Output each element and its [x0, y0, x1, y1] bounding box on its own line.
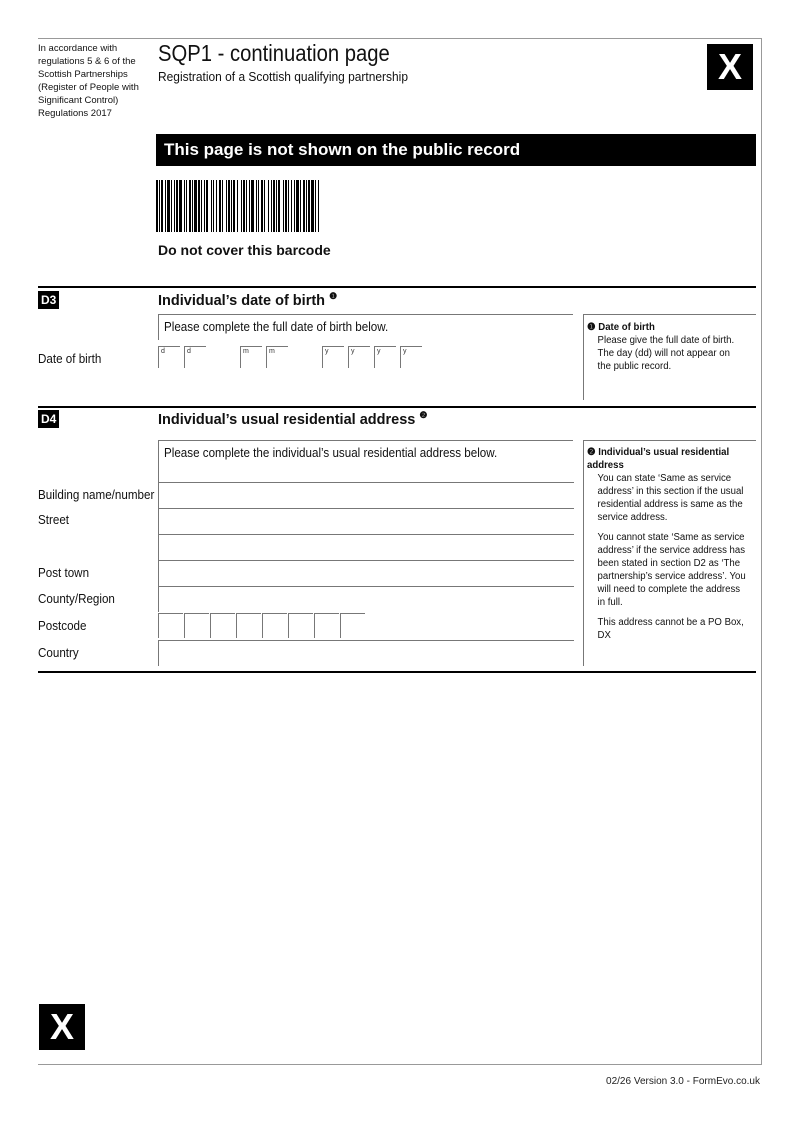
not-public-banner: This page is not shown on the public record — [156, 134, 756, 166]
dob-year-3-box[interactable] — [374, 346, 398, 370]
d3-side-note-marker: ❶ — [587, 322, 596, 333]
d4-instruction-left-rule — [158, 440, 159, 482]
county-label: County/Region — [38, 592, 115, 606]
d3-title — [158, 291, 337, 309]
d3-section-rule — [38, 286, 756, 288]
d3-note-top-rule — [583, 314, 756, 315]
d3-title-text: Individual’s date of birth — [158, 292, 326, 309]
d4-side-note-marker: ❷ — [587, 447, 596, 458]
d3-note-left-rule — [583, 314, 584, 400]
postcode-box-6[interactable] — [288, 613, 313, 638]
d4-side-note-title: Individual’s usual residential address — [587, 447, 730, 471]
postcode-box-1[interactable] — [158, 613, 183, 638]
postcode-box-7[interactable] — [314, 613, 339, 638]
dob-year-2-hint: y — [351, 348, 355, 355]
d4-title — [158, 410, 427, 428]
d4-side-note-p3: This address cannot be a PO Box, DX — [597, 617, 744, 641]
street-label: Street — [38, 513, 70, 527]
frame-right-rule — [761, 38, 762, 1064]
country-field[interactable] — [158, 640, 574, 666]
d3-side-note-title: Date of birth — [598, 322, 655, 333]
d3-side-note-body: Please give the full date of birth. The day (dd) will not appear on the public record. — [597, 335, 735, 372]
frame-top-rule — [38, 38, 762, 39]
postcode-box-8[interactable] — [340, 613, 365, 638]
post-town-label: Post town — [38, 566, 90, 580]
d4-instruction: Please complete the individual’s usual residential address below. — [164, 446, 498, 460]
d4-note-marker: ❷ — [419, 410, 428, 420]
dob-year-3-hint: y — [377, 348, 381, 355]
d3-note-marker: ❶ — [329, 291, 338, 301]
footer-x-mark-icon: X — [39, 1004, 85, 1050]
postcode-box-5[interactable] — [262, 613, 287, 638]
building-field[interactable] — [158, 482, 574, 508]
d4-side-note — [587, 446, 748, 642]
street-field-2[interactable] — [158, 534, 574, 560]
country-label: Country — [38, 646, 79, 660]
dob-month-2-box[interactable] — [266, 346, 290, 370]
footer-version: 02/26 Version 3.0 - FormEvo.co.uk — [606, 1076, 760, 1087]
dob-month-1-hint: m — [243, 348, 249, 355]
d3-instruction-top-rule — [158, 314, 573, 315]
d4-title-text: Individual’s usual residential address — [158, 411, 416, 428]
barcode-note: Do not cover this barcode — [158, 242, 331, 258]
dob-day-2-box[interactable] — [184, 346, 208, 370]
d3-instruction: Please complete the full date of birth below. — [164, 320, 389, 334]
frame-bottom-rule — [38, 1064, 762, 1065]
postcode-box-3[interactable] — [210, 613, 235, 638]
dob-year-2-box[interactable] — [348, 346, 372, 370]
post-town-field[interactable] — [158, 560, 574, 586]
dob-year-4-hint: y — [403, 348, 407, 355]
dob-day-2-hint: d — [187, 348, 191, 355]
d3-instruction-left-rule — [158, 314, 159, 340]
postcode-box-4[interactable] — [236, 613, 261, 638]
d4-instruction-top-rule — [158, 440, 573, 441]
d4-badge: D4 — [38, 410, 59, 428]
building-label: Building name/number — [38, 488, 155, 502]
dob-month-1-box[interactable] — [240, 346, 264, 370]
x-mark-icon: X — [707, 44, 753, 90]
d4-note-top-rule — [583, 440, 756, 441]
county-field[interactable] — [158, 586, 574, 612]
dob-month-2-hint: m — [269, 348, 275, 355]
d3-badge: D3 — [38, 291, 59, 309]
dob-year-1-hint: y — [325, 348, 329, 355]
d3-side-note — [587, 321, 745, 373]
postcode-label: Postcode — [38, 619, 87, 633]
d4-side-note-p1: You can state ‘Same as service address’ in this section if the usual residential address is same as the service address. — [597, 473, 744, 523]
dob-day-1-box[interactable] — [158, 346, 182, 370]
postcode-box-2[interactable] — [184, 613, 209, 638]
dob-label: Date of birth — [38, 352, 102, 366]
page-subtitle: Registration of a Scottish qualifying partnership — [158, 69, 408, 84]
barcode-icon — [156, 180, 436, 232]
dob-year-1-box[interactable] — [322, 346, 346, 370]
dob-day-1-hint: d — [161, 348, 165, 355]
d4-section-rule — [38, 406, 756, 408]
street-field-1[interactable] — [158, 508, 574, 534]
page-title: SQP1 - continuation page — [158, 40, 390, 66]
d4-note-left-rule — [583, 440, 584, 666]
d4-end-rule — [38, 671, 756, 673]
d4-side-note-p2: You cannot state ‘Same as service address’ if the service address has been stated in section D2 as ‘The partnership’s service address’. You will need to complete the address in full. — [597, 532, 746, 608]
dob-year-4-box[interactable] — [400, 346, 424, 370]
regulations-text: In accordance with regulations 5 & 6 of the Scottish Partnerships (Register of People with Significant Control) Regulations 2017 — [38, 43, 139, 119]
